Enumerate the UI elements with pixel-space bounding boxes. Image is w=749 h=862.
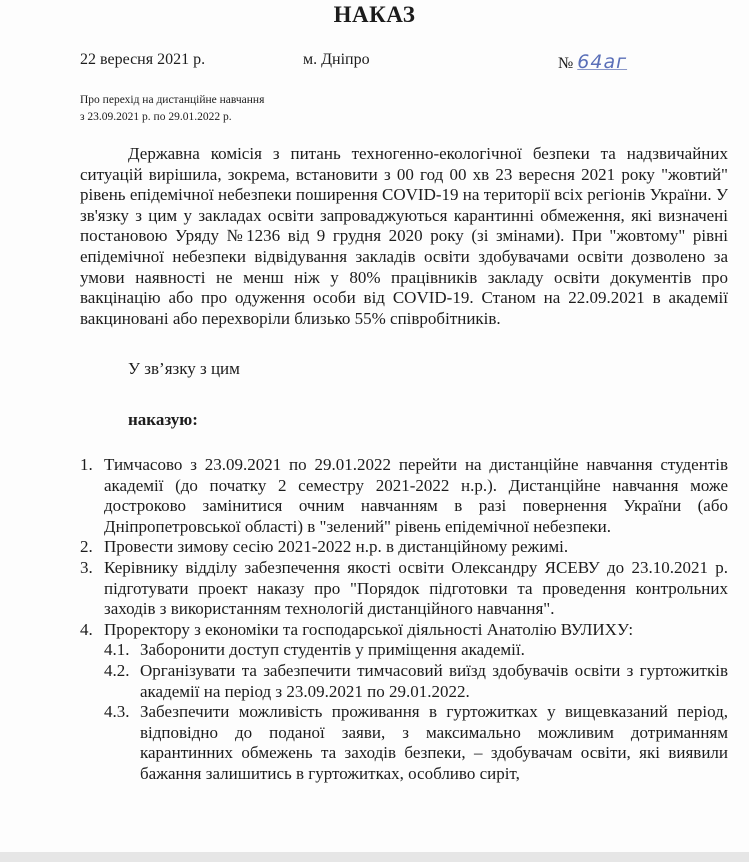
page-bottom-edge [0, 852, 749, 862]
order-subitem [104, 702, 728, 784]
item-number: 4. [80, 619, 93, 639]
document-title: НАКАЗ [333, 2, 416, 27]
item-text: Тимчасово з 23.09.2021 по 29.01.2022 перейти на дистанційне навчання студентів академії (до початку 2 семестру 2021-2022 н.р.). Дистанційне навчання може достроково замінитися очним навчанням в разі повернення України (або Дніпропетровської області) в "зелений" рівень епідемічної небезпеки. [104, 455, 728, 536]
order-subject [80, 92, 264, 126]
item-number: 1. [80, 455, 93, 474]
order-word: наказую: [128, 410, 198, 429]
subitem-text: Заборонити доступ студентів у приміщення академії. [140, 640, 525, 660]
subitem-number: 4.3. [104, 702, 130, 722]
order-number [558, 51, 627, 73]
order-item [80, 558, 728, 620]
order-date: 22 вересня 2021 р. [80, 51, 206, 68]
handwritten-number: 64аг [577, 51, 628, 73]
subitem-text: Організувати та забезпечити тимчасовий виїзд здобувачів освіти з гуртожитків академії на період з 23.09.2021 по 29.01.2022. [140, 660, 728, 701]
subitem-number: 4.2. [104, 660, 130, 680]
order-items [80, 455, 728, 785]
order-item [80, 620, 728, 641]
number-prefix: № [558, 55, 574, 72]
subitem-text: Забезпечити можливість проживання в гуртожитках у вищевказаний період, відповідно до поданої заяви, з максимально можливим дотриманням карантинних обмежень та заходів безпеки, – здобувачам освіти, які виявили бажання залишитись в гуртожитках, особливо сиріт, [140, 702, 728, 783]
order-subitem [104, 640, 728, 661]
order-city: м. Дніпро [303, 51, 370, 68]
in-connection-text: У зв’язку з цим [128, 359, 240, 378]
item-number: 3. [80, 557, 93, 577]
subject-line-1: Про перехід на дистанційне навчання [80, 94, 265, 106]
subject-line-2: з 23.09.2021 р. по 29.01.2022 р. [80, 111, 232, 123]
order-subitem [104, 661, 728, 702]
item-text: Проректору з економіки та господарської діяльності Анатолію ВУЛИХУ: [104, 619, 634, 639]
preamble-paragraph: Державна комісія з питань техногенно-екологічної безпеки та надзвичайних ситуацій вирішила, зокрема, встановити з 00 год 00 хв 23 вересня 2021 року "жовтий" рівень епідемічної небезпеки поширення COVID-19 на території всіх регіонів України. У зв'язку з цим у закладах освіти запроваджуються карантинні обмеження, які визначені постановою Уряду №1236 від 9 грудня 2020 року (зі змінами). При "жовтому" рівні епідемічної небезпеки відвідування закладів освіти здобувачами освіти дозволено за умови наявності не менш ніж у 80% працівників закладу освіти документів про вакцінацію або про одуження особи від COVID-19. Станом на 22.09.2021 в академії вакциновані або перехворіли близько 55% співробітників. [80, 144, 728, 328]
subitem-number: 4.1. [104, 640, 130, 660]
order-item [80, 537, 728, 558]
order-item [80, 455, 728, 537]
item-number: 2. [80, 537, 93, 557]
item-text: Провести зимову сесію 2021-2022 н.р. в дистанційному режимі. [104, 537, 569, 557]
item-text: Керівнику відділу забезпечення якості освіти Олександру ЯСЕВУ до 23.10.2021 р. підготувати проект наказу про "Порядок підготовки та проведення контрольних заходів з використанням технологій дистанційного навчання". [104, 557, 728, 619]
